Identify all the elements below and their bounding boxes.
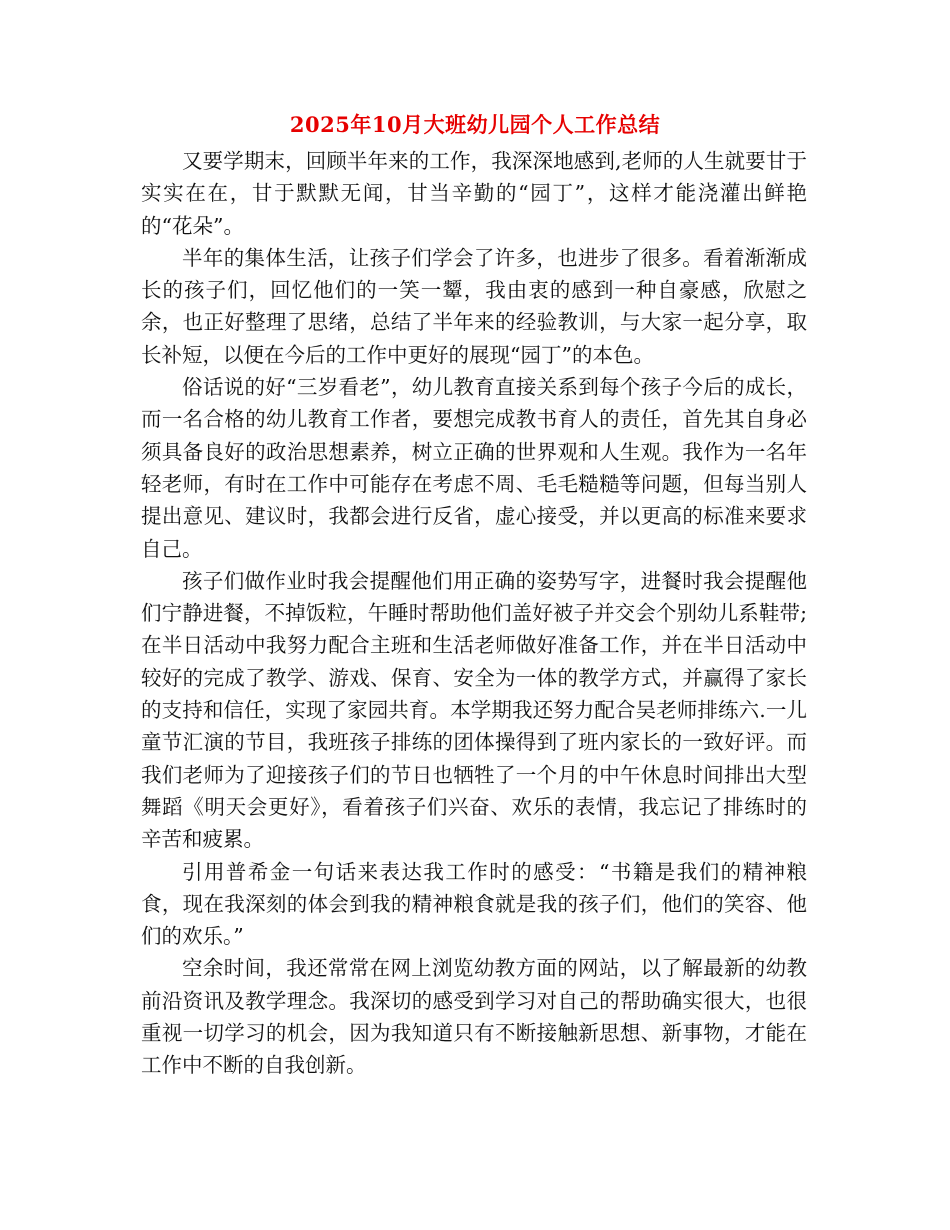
- paragraph-6: 空余时间，我还常常在网上浏览幼教方面的网站，以了解最新的幼教前沿资讯及教学理念。我深切的感受到学习对自己的帮助确实很大，也很重视一切学习的机会，因为我知道只有不断接触新思想、新事物，才能在工作中不断的自我创新。: [141, 956, 807, 1078]
- document-body: [141, 145, 807, 1082]
- paragraph-3: 俗话说的好“三岁看老”，幼儿教育直接关系到每个孩子今后的成长，而一名合格的幼儿教育工作者，要想完成教书育人的责任，首先其自身必须具备良好的政治思想素养，树立正确的世界观和人生观。我作为一名年轻老师，有时在工作中可能存在考虑不周、毛毛糙糙等问题，但每当别人提出意见、建议时，我都会进行反省，虚心接受，并以更高的标准来要求自己。: [141, 375, 807, 561]
- paragraph-4: 孩子们做作业时我会提醒他们用正确的姿势写字，进餐时我会提醒他们宁静进餐，不掉饭粒，午睡时帮助他们盖好被子并交会个别幼儿系鞋带;在半日活动中我努力配合主班和生活老师做好准备工作，并在半日活动中较好的完成了教学、游戏、保育、安全为一体的教学方式，并赢得了家长的支持和信任，实现了家园共育。本学期我还努力配合吴老师排练六.一儿童节汇演的节目，我班孩子排练的团体操得到了班内家长的一致好评。而我们老师为了迎接孩子们的节日也牺牲了一个月的中午休息时间排出大型舞蹈《明天会更好》，看着孩子们兴奋、欢乐的表情，我忘记了排练时的辛苦和疲累。: [141, 568, 807, 852]
- document-title: 2025年10月大班幼儿园个人工作总结: [289, 112, 661, 137]
- paragraph-2: 半年的集体生活，让孩子们学会了许多，也进步了很多。看着渐渐成长的孩子们，回忆他们的一笑一颦，我由衷的感到一种自豪感，欣慰之余，也正好整理了思绪，总结了半年来的经验教训，与大家一起分享，取长补短，以便在今后的工作中更好的展现“园丁”的本色。: [141, 245, 807, 367]
- paragraph-1: 又要学期末，回顾半年来的工作，我深深地感到,老师的人生就要甘于实实在在，甘于默默无闻，甘当辛勤的“园丁”，这样才能浇灌出鲜艳的“花朵”。: [141, 149, 807, 238]
- paragraph-5: 引用普希金一句话来表达我工作时的感受：“书籍是我们的精神粮食，现在我深刻的体会到我的精神粮食就是我的孩子们，他们的笑容、他们的欢乐。”: [141, 859, 807, 949]
